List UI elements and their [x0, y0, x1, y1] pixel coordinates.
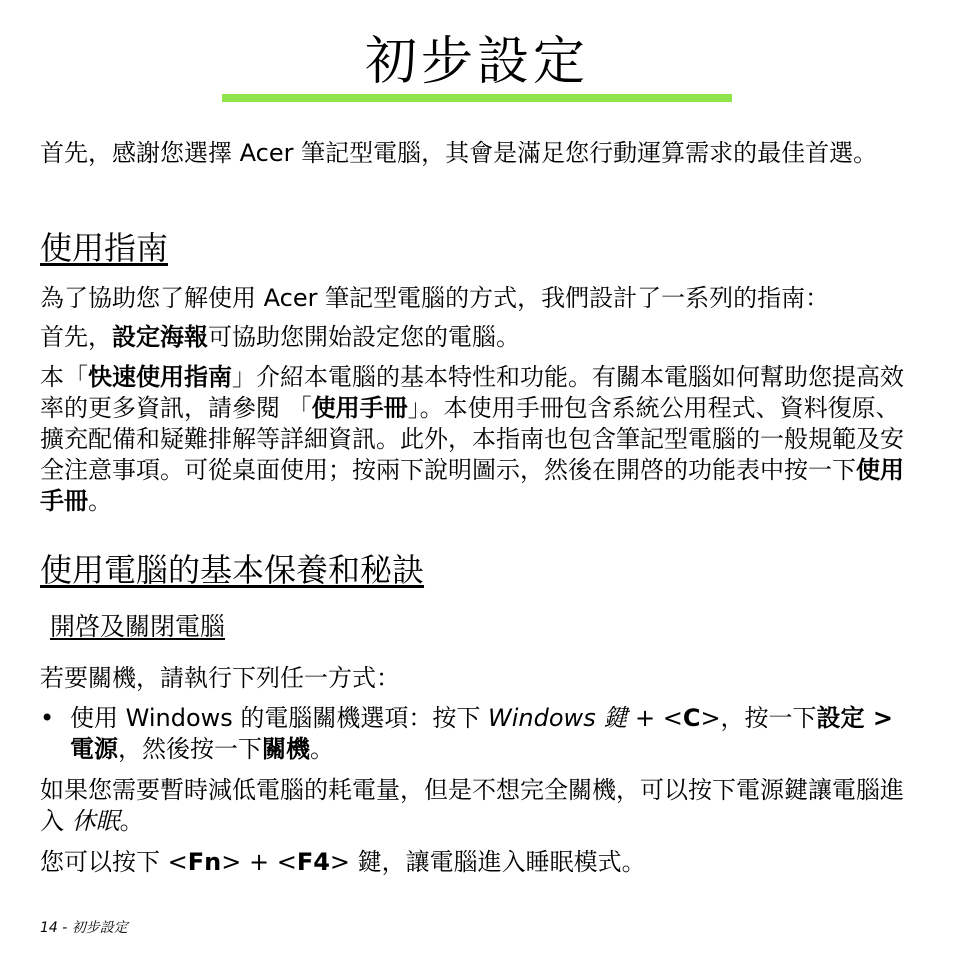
bullet-part-a: 使用 Windows 的電腦關機選項：按下	[70, 704, 489, 732]
p3-part-c: 」。本使用手冊包含系統公用程式、資料復原、擴充配備和疑難排解等詳細資訊。此外，本指南也包含筆記型電腦的一般規範及安全注意事項。可從桌面使用；按兩下說明圖示，然後在開啓的功能表中按一下	[40, 394, 904, 484]
sleep-paragraph	[40, 847, 920, 878]
hibernate-paragraph	[40, 775, 920, 837]
section-heading-care-tips: 使用電腦的基本保養和秘訣	[40, 551, 425, 589]
intro-paragraph: 首先，感謝您選擇 Acer 筆記型電腦，其會是滿足您行動運算需求的最佳首選。	[40, 139, 878, 167]
bullet-part-d: ，然後按一下	[118, 735, 262, 763]
hibernate-term: 休眠	[71, 807, 120, 835]
sleep-part-c: > 鍵，讓電腦進入睡眠模式。	[329, 848, 646, 876]
f4-key: F4	[296, 848, 330, 876]
user-manual-term-2: 使用手冊	[40, 456, 904, 515]
bullet-part-e: 。	[310, 735, 334, 763]
bullet-marker: •	[40, 704, 55, 732]
hibernate-part-a: 如果您需要暫時減低電腦的耗電量，但是不想完全關機，可以按下電源鍵讓電腦進入	[40, 776, 904, 835]
guides-paragraph-3	[40, 362, 920, 517]
fn-key: Fn	[187, 848, 222, 876]
p3-part-b: 」介紹本電腦的基本特性和功能。有關本電腦如何幫助您提高效率的更多資訊，請參閱 「	[40, 363, 904, 422]
page-footer: 14 - 初步設定	[40, 920, 128, 936]
subheading-power-on-off: 開啓及關閉電腦	[50, 612, 226, 641]
settings-power-term: 設定 > 電源	[70, 704, 894, 763]
user-manual-term: 使用手冊	[311, 394, 408, 422]
guides-paragraph-1: 為了協助您了解使用 Acer 筆記型電腦的方式，我們設計了一系列的指南：	[40, 284, 830, 312]
p2-suffix: 可協助您開始設定您的電腦。	[208, 323, 520, 351]
bullet-part-b: + <	[627, 704, 683, 732]
title-underline-bar	[222, 94, 732, 102]
guides-paragraph-2	[40, 322, 920, 353]
section-heading-guides: 使用指南	[40, 229, 169, 267]
p3-part-a: 本「	[40, 363, 88, 391]
quick-guide-term: 快速使用指南	[88, 363, 232, 391]
sleep-part-b: > + <	[221, 848, 297, 876]
shutdown-bullet-item	[70, 703, 920, 765]
shutdown-term: 關機	[262, 735, 310, 763]
sleep-part-a: 您可以按下 <	[40, 848, 188, 876]
p3-part-d: 。	[88, 487, 112, 515]
page-title: 初步設定	[364, 32, 589, 92]
bullet-part-c: >，按一下	[700, 704, 817, 732]
p2-prefix: 首先，	[40, 323, 112, 351]
hibernate-part-b: 。	[119, 807, 144, 835]
c-key: C	[682, 704, 701, 732]
windows-key-term: Windows 鍵	[488, 704, 628, 732]
setup-poster-term: 設定海報	[112, 323, 208, 351]
shutdown-intro: 若要關機，請執行下列任一方式：	[40, 664, 400, 692]
